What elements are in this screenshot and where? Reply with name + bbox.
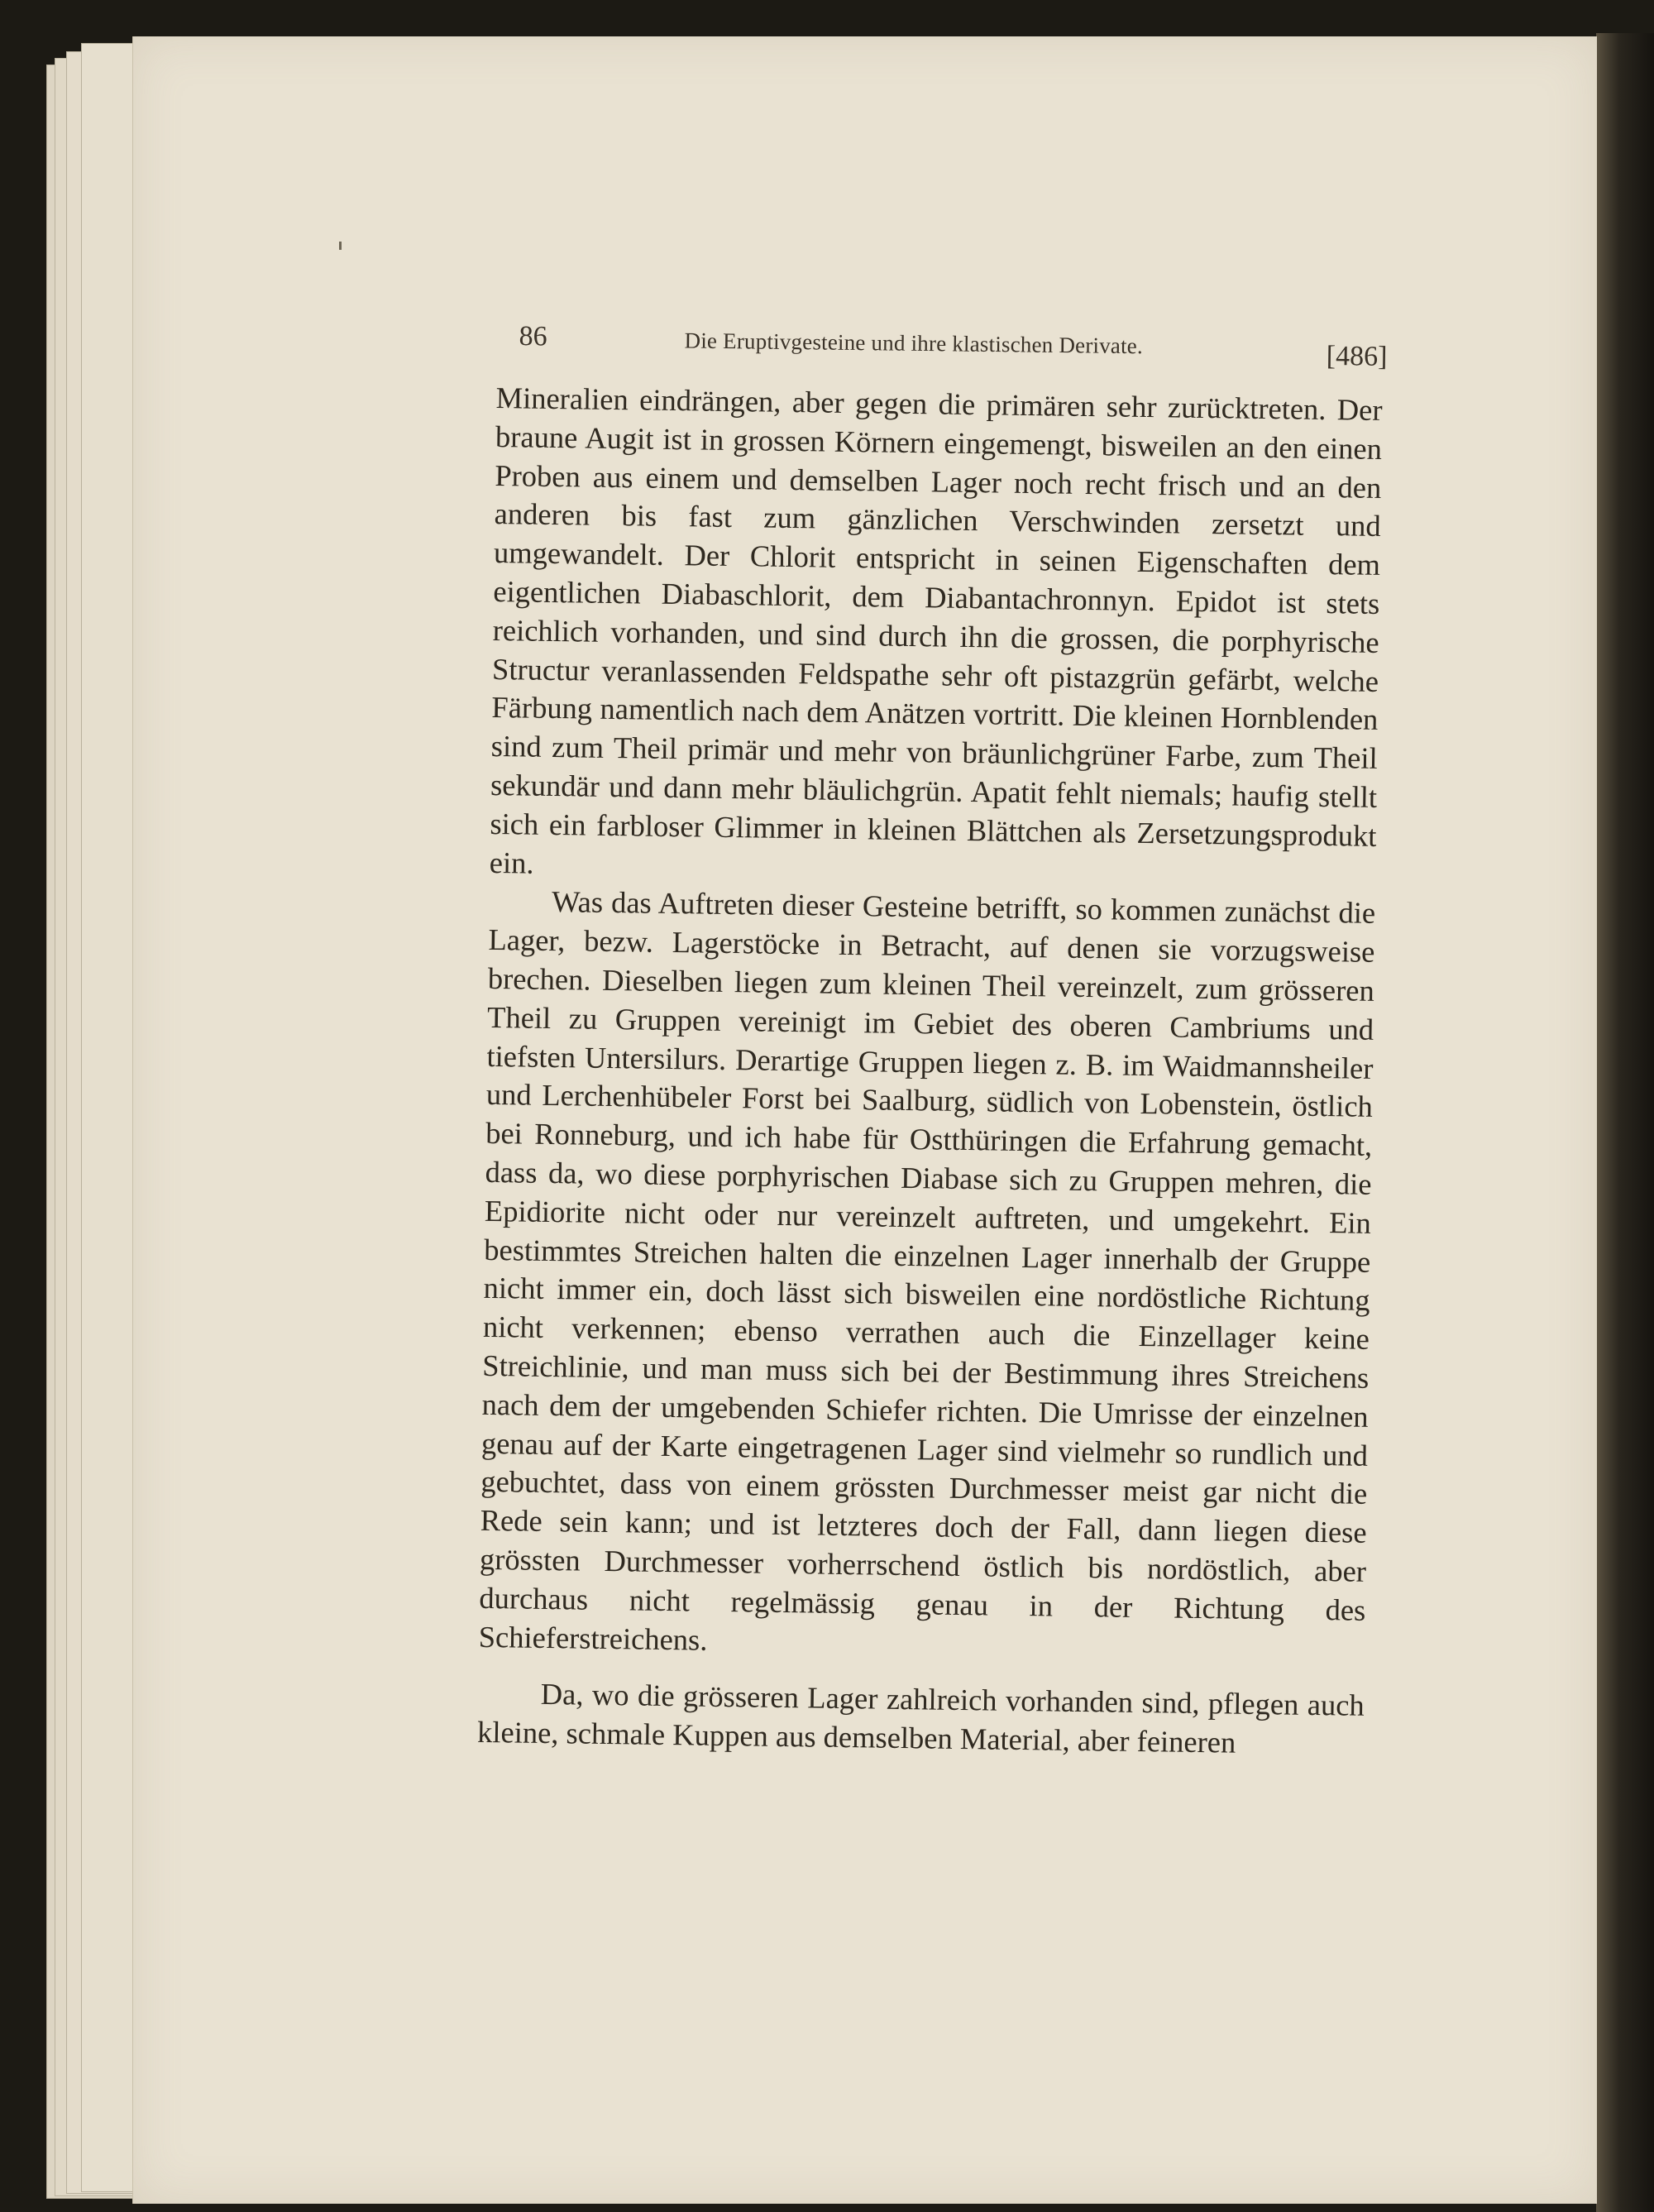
body-text: [477, 379, 1383, 1764]
paragraph: Was das Auftreten dieser Gesteine betrifft, so kommen zunächst die Lager, bezw. Lagerstöcke in Betracht, auf denen sie vorzugsweise brechen. Dieselben liegen zum kleinen Theil vereinzelt, zum grösseren Theil zu Gruppen vereinigt im Gebiet des oberen Cambriums und tiefsten Untersilurs. Derartige Gruppen liegen z. B. im Waidmannsheiler und Lerchenhübeler Forst bei Saalburg, südlich von Lobenstein, östlich bei Ronneburg, und ich habe für Ostthüringen die Erfahrung gemacht, dass da, wo diese porphyrischen Diabase sich zu Gruppen mehren, die Epidiorite nicht oder nur vereinzelt auftreten, und umgekehrt. Ein bestimmtes Streichen halten die einzelnen Lager innerhalb der Gruppe nicht immer ein, doch lässt sich bisweilen eine nordöstliche Richtung nicht verkennen; ebenso verrathen auch die Einzellager keine Streichlinie, und man muss sich bei der Bestimmung ihres Streichens nach dem der umgebenden Schiefer richten. Die Umrisse der einzelnen genau auf der Karte eingetragenen Lager sind vielmehr so rundlich und gebuchtet, dass von einem grössten Durchmesser meist gar nicht die Rede sein kann; und ist letzteres doch der Fall, dann liegen diese grössten Durchmesser vorherrschend östlich bis nordöstlich, aber durchaus nicht regelmässig genau in der Richtung des Schieferstreichens.: [478, 884, 1376, 1657]
running-title: Die Eruptivgesteine und ihre klastischen Derivate.: [684, 328, 1144, 359]
paragraph: Mineralien eindrängen, aber gegen die primären sehr zurücktreten. Der braune Augit ist in grossen Körnern eingemengt, bisweilen an den einen Proben aus einem und demselben Lager noch recht frisch und an den anderen bis fast zum gänzlichen Verschwinden zersetzt und umgewandelt. Der Chlorit entspricht in seinen Eigenschaften dem eigentlichen Diabaschlorit, dem Diabantachronnyn. Epidot ist stets reichlich vorhanden, und sind durch ihn die grossen, die porphyrische Structur veranlassenden Feldspathe sehr oft pistazgrün gefärbt, welche Färbung namentlich nach dem Anätzen vortritt. Die kleinen Hornblenden sind zum Theil primär und mehr von bräunlichgrüner Farbe, zum Theil sekundär und dann mehr bläulichgrün. Apatit fehlt niemals; haufig stellt sich ein farbloser Glimmer in kleinen Blättchen als Zersetzungsprodukt ein.: [489, 380, 1383, 880]
page-header: [519, 314, 1388, 383]
page-number: 86: [519, 320, 547, 352]
book-binding: [1596, 33, 1654, 2212]
margin-mark: [339, 242, 342, 250]
paragraph: Da, wo die grösseren Lager zahlreich vorhanden sind, pflegen auch kleine, schmale Kuppen aus demselben Material, aber feineren: [476, 1677, 1365, 1760]
original-page-number: [486]: [1326, 340, 1388, 372]
